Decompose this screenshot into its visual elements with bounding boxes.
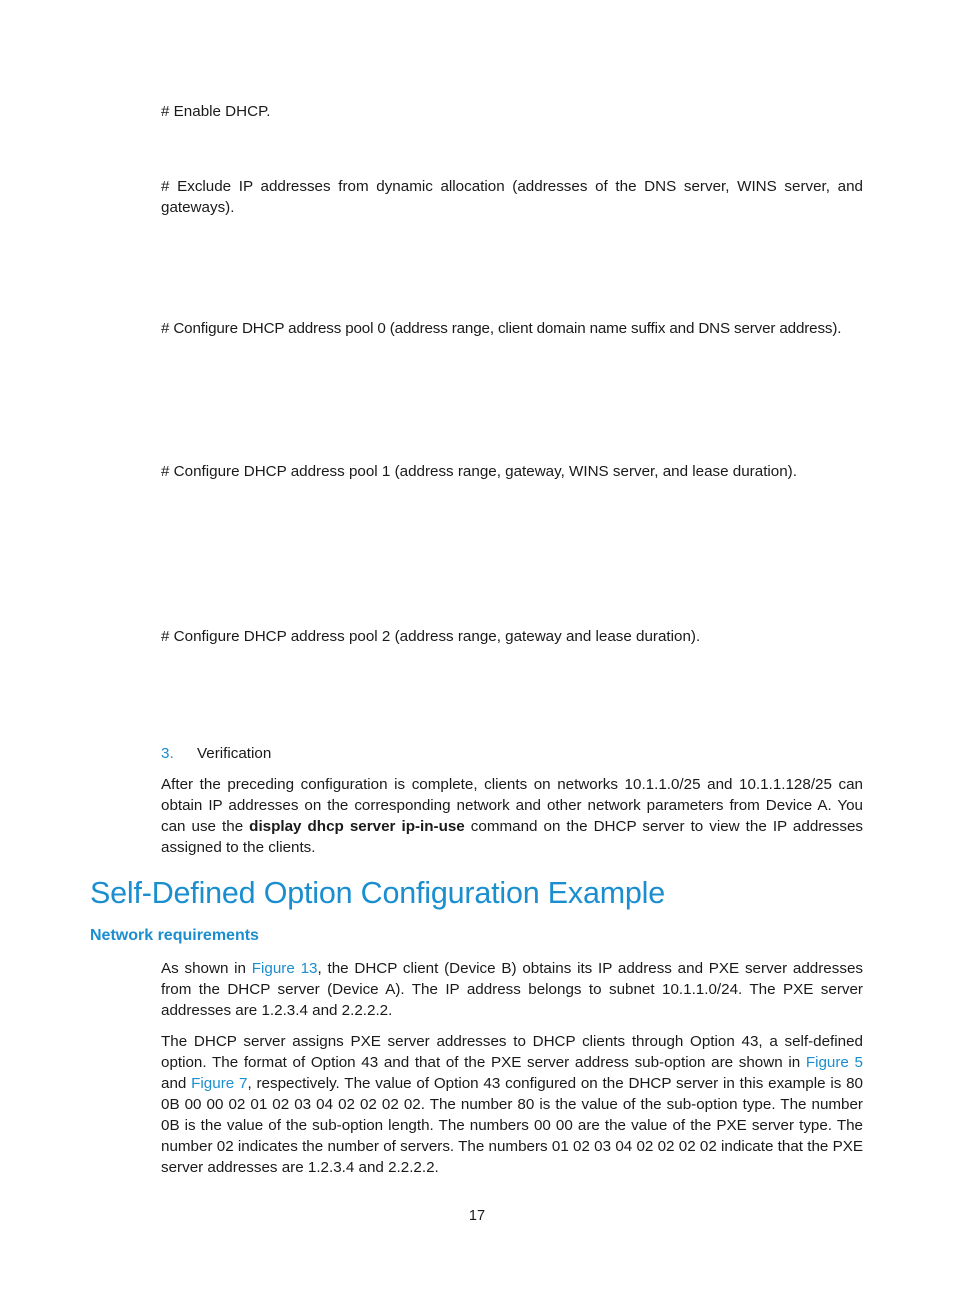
verification-text-2: command on the DHCP server to view the IP addresses assigned to the clients. [161,818,863,856]
req1-text-2: , the DHCP client (Device B) obtains its IP address and PXE server addresses from the DHCP server (Device A). The IP address belongs to subnet 10.1.1.0/24. The PXE server addresses are 1.2.3.4 and 2.2.2.2. [161,960,863,1019]
figure-5-link[interactable]: Figure 5 [805,1054,863,1071]
requirements-paragraph-2 [161,1031,863,1178]
figure-13-link[interactable]: Figure 13 [251,960,318,977]
comment-pool-0: # Configure DHCP address pool 0 (address range, client domain name suffix and DNS server address). [161,320,842,337]
req1-text-1: As shown in [161,960,252,977]
step-label: Verification [197,745,272,762]
page-number: 17 [468,1208,486,1224]
section-subtitle: Network requirements [90,927,259,944]
requirements-paragraph-1 [161,958,863,1021]
step-number: 3. [161,745,174,762]
req2-and: and [161,1075,192,1092]
command-text: display dhcp server ip-in-use [249,818,465,835]
req2-text-2: , respectively. The value of Option 43 configured on the DHCP server in this example is 80 0B 00 00 02 01 02 03 04 02 02 02 02. The number 80 is the value of the sub-option type. The number 0B is the value of the sub-option length. The numbers 00 00 are the value of the PXE server type. The number 02 indicates the number of servers. The numbers 01 02 03 04 02 02 02 02 indicate that the PXE server addresses are 1.2.3.4 and 2.2.2.2. [161,1075,863,1176]
comment-pool-1: # Configure DHCP address pool 1 (address range, gateway, WINS server, and lease duration). [161,463,797,480]
comment-pool-2: # Configure DHCP address pool 2 (address range, gateway and lease duration). [161,628,701,645]
section-title: Self-Defined Option Configuration Example [90,876,666,910]
comment-exclude-ip: # Exclude IP addresses from dynamic allocation (addresses of the DNS server, WINS server, and gateways). [161,178,863,216]
comment-enable-dhcp: # Enable DHCP. [161,103,271,120]
verification-text-1: After the preceding configuration is complete, clients on networks 10.1.1.0/25 and 10.1.1.128/25 can obtain IP addresses on the corresponding network and other network parameters from Device A. You can use the [161,776,863,835]
req2-text-1: The DHCP server assigns PXE server addresses to DHCP clients through Option 43, a self-defined option. The format of Option 43 and that of the PXE server address sub-option are shown in [161,1033,863,1071]
verification-paragraph [161,774,863,858]
figure-7-link[interactable]: Figure 7 [191,1075,248,1092]
